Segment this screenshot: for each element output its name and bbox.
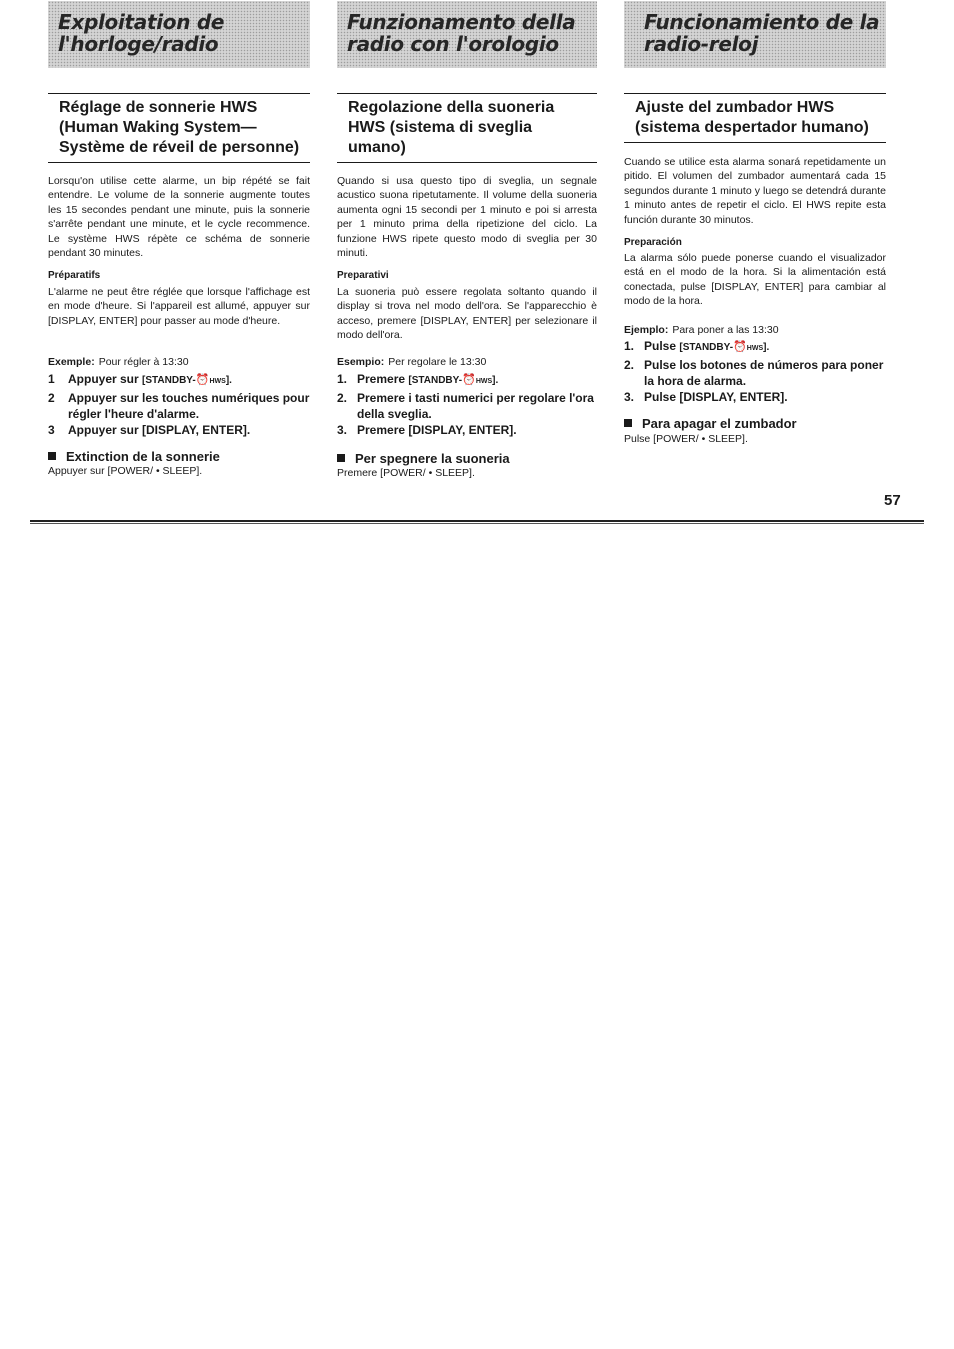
steps-list <box>48 371 310 438</box>
section-banner <box>337 1 597 68</box>
banner-title: Funzionamento della radio con l'orologio <box>347 10 576 56</box>
banner-title: Exploitation de l'horloge/radio <box>58 10 225 56</box>
preparation-heading: Préparatifs <box>48 270 101 281</box>
intro-paragraph: Quando si usa questo tipo di sveglia, un segnale acustico suona ripetutamente. Il volume della suoneria aumenta ogni 15 secondi per 1 minuto e poi si arresta per 1 minuto prima della ripetizione del ciclo. La funzione HWS ripete questo modo di sveglia per 30 minuti. <box>337 175 597 260</box>
step-number: 3. <box>337 423 348 437</box>
banner-title: Funcionamiento de la radio-reloj <box>644 10 880 56</box>
preparation-heading: Preparativi <box>337 270 389 281</box>
example-label: Exemple: <box>48 356 95 368</box>
example-line <box>624 324 779 336</box>
step-text: Appuyer sur [DISPLAY, ENTER]. <box>68 423 251 437</box>
step-number: 2 <box>48 391 55 405</box>
step-text: Pulse [DISPLAY, ENTER]. <box>644 390 788 404</box>
clock-icon: ⏰ <box>195 374 210 386</box>
step-number: 1. <box>337 372 348 386</box>
standby-key-label: [STANDBY-⏰HWS]. <box>408 374 499 386</box>
preparation-text: La suoneria può essere regolata soltanto quando il display si trova nel modo dell'ora. Se l'apparecchio è acceso, premere [DISPLAY, ENTER] per selezionare il modo dell'ora. <box>337 286 597 342</box>
example-line <box>337 356 486 368</box>
clock-icon: ⏰ <box>733 341 747 353</box>
square-bullet-icon <box>624 419 632 427</box>
example-label: Ejemplo: <box>624 324 669 336</box>
example-text: Para poner a las 13:30 <box>672 324 779 336</box>
step-1 <box>337 371 597 390</box>
step-text: Premere [DISPLAY, ENTER]. <box>357 423 517 437</box>
step-number: 1 <box>48 372 55 386</box>
square-bullet-icon <box>337 454 345 462</box>
alarm-off-heading: Para apagar el zumbador <box>624 416 797 431</box>
step-number: 3 <box>48 423 55 437</box>
section-banner <box>48 1 310 68</box>
step-number: 2. <box>624 358 635 372</box>
step-number: 2. <box>337 391 348 405</box>
alarm-off-text: Premere [POWER/ • SLEEP]. <box>337 467 475 479</box>
section-banner <box>624 1 886 68</box>
step-text: Premere i tasti numerici per regolare l'ora della sveglia. <box>357 391 594 421</box>
step-2 <box>624 357 886 389</box>
step-text: Premere <box>357 372 406 386</box>
steps-list <box>624 338 886 405</box>
step-text: Appuyer sur <box>68 372 139 386</box>
alarm-off-heading: Per spegnere la suoneria <box>337 451 510 466</box>
footer-divider <box>30 520 924 522</box>
preparation-text: La alarma sólo puede ponerse cuando el visualizador está en el modo de la hora. Si la alimentación está conectada, pulse [DISPLAY, ENTER] para cambiar al modo de la hora. <box>624 252 886 308</box>
standby-key-label: [STANDBY-⏰HWS]. <box>142 374 232 386</box>
standby-key-label: [STANDBY-⏰HWS]. <box>679 341 770 353</box>
alarm-off-text: Appuyer sur [POWER/ • SLEEP]. <box>48 465 203 477</box>
step-text: Pulse los botones de números para poner la hora de alarma. <box>644 358 884 388</box>
example-text: Pour régler à 13:30 <box>98 356 189 368</box>
step-1 <box>624 338 886 357</box>
example-line <box>48 356 189 368</box>
steps-list <box>337 371 597 438</box>
intro-paragraph: Cuando se utilice esta alarma sonará repetidamente un pitido. El volumen del zumbador aumentará cada 15 segundos durante 1 minuto y luego se detendrá durante 1 minuto antes de repetir el ciclo. El HWS repite esta función durante 30 minutos. <box>624 156 886 226</box>
step-1 <box>48 371 310 390</box>
step-number: 1. <box>624 339 635 353</box>
square-bullet-icon <box>48 452 56 460</box>
clock-icon: ⏰ <box>462 374 476 386</box>
section-title: Réglage de sonnerie HWS (Human Waking System— Système de réveil de personne) <box>48 93 310 163</box>
preparation-heading: Preparación <box>624 237 682 248</box>
step-3 <box>48 422 310 438</box>
alarm-off-text: Pulse [POWER/ • SLEEP]. <box>624 433 748 445</box>
step-text: Pulse <box>644 339 677 353</box>
step-3 <box>337 422 597 438</box>
step-2 <box>48 390 310 422</box>
page-number: 57 <box>884 492 901 509</box>
step-2 <box>337 390 597 422</box>
example-label: Esempio: <box>337 356 385 368</box>
intro-paragraph: Lorsqu'on utilise cette alarme, un bip répété se fait entendre. Le volume de la sonnerie augmente toutes les 15 secondes pendant une minute, puis la sonnerie s'arrête pendant une minute, et le cycle recommence. Le système HWS répète ce schéma de sonnerie pendant 30 minutes. <box>48 175 310 260</box>
step-number: 3. <box>624 390 635 404</box>
section-title: Ajuste del zumbador HWS (sistema despertador humano) <box>624 93 886 143</box>
preparation-text: L'alarme ne peut être réglée que lorsque l'affichage est en mode d'heure. Si l'appareil est allumé, appuyer sur [DISPLAY, ENTER] pour passer au mode d'heure. <box>48 286 310 327</box>
section-title: Regolazione della suoneria HWS (sistema di sveglia umano) <box>337 93 597 163</box>
step-3 <box>624 389 886 405</box>
step-text: Appuyer sur les touches numériques pour régler l'heure d'alarme. <box>68 391 310 421</box>
alarm-off-heading: Extinction de la sonnerie <box>48 449 220 464</box>
example-text: Per regolare le 13:30 <box>388 356 487 368</box>
